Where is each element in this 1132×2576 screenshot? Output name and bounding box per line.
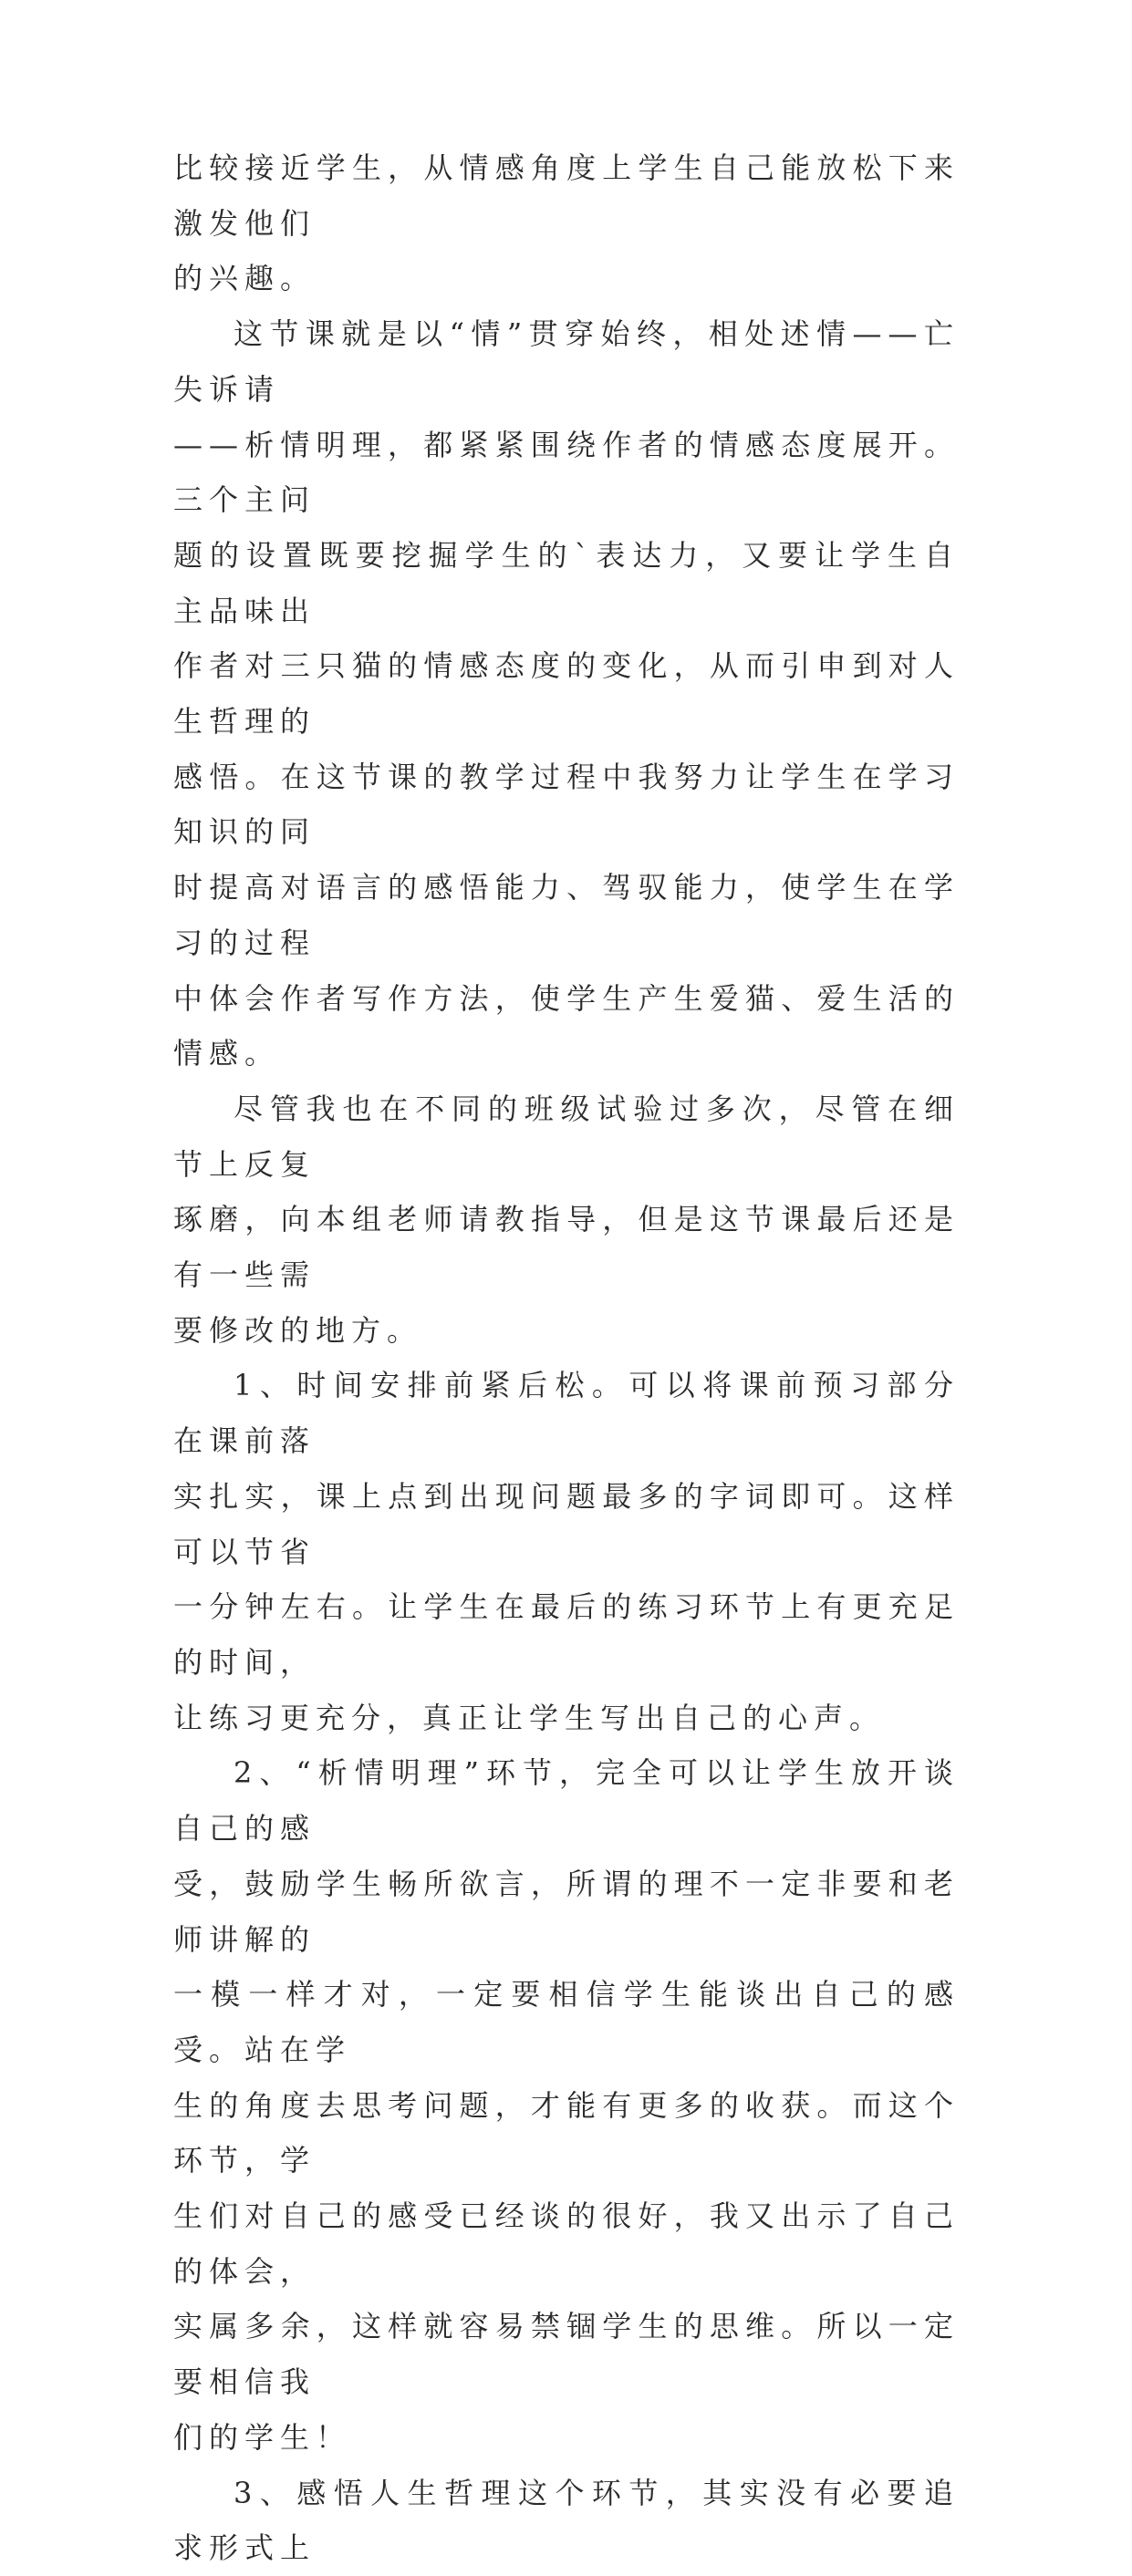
paragraph-continuation: 比较接近学生，从情感角度上学生自己能放松下来激发他们 的兴趣。 xyxy=(173,150,960,296)
paragraph-point-1: 1、时间安排前紧后松。可以将课前预习部分在课前落 实扎实，课上点到出现问题最多的字词即可。这样可以节省 一分钟左右。让学生在最后的练习环节上有更充足的时间， 让练习更充分，真正让学生写出自己的心声。 xyxy=(173,1368,960,1735)
paragraph-point-2: 2、“析情明理”环节，完全可以让学生放开谈自己的感 受，鼓励学生畅所欲言，所谓的理不一定非要和老师讲解的 一模一样才对，一定要相信学生能谈出自己的感受。站在学 生的角度去思考问题，才能有更多的收获。而这个环节，学 生们对自己的感受已经谈的很好，我又出示了自己的体会， 实属多余，这样就容易禁锢学生的思维。所以一定要相信我 们的学生！ xyxy=(173,1755,960,2455)
document-body xyxy=(173,140,960,2576)
paragraph-point-3: 3、感悟人生哲理这个环节，其实没有必要追求形式上 xyxy=(173,2475,960,2566)
paragraph-lesson-theme: 这节课就是以“情”贯穿始终，相处述情——亡失诉请 ——析情明理，都紧紧围绕作者的情感态度展开。三个主问 题的设置既要挖掘学生的`表达力，又要让学生自主品味出 作者对三只猫的情感态度的变化，从而引申到对人生哲理的 感悟。在这节课的教学过程中我努力让学生在学习知识的同 时提高对语言的感悟能力、驾驭能力，使学生在学习的过程 中体会作者写作方法，使学生产生爱猫、爱生活的情感。 xyxy=(173,316,960,1071)
paragraph-revision-intro: 尽管我也在不同的班级试验过多次，尽管在细节上反复 琢磨，向本组老师请教指导，但是这节课最后还是有一些需 要修改的地方。 xyxy=(173,1091,960,1348)
